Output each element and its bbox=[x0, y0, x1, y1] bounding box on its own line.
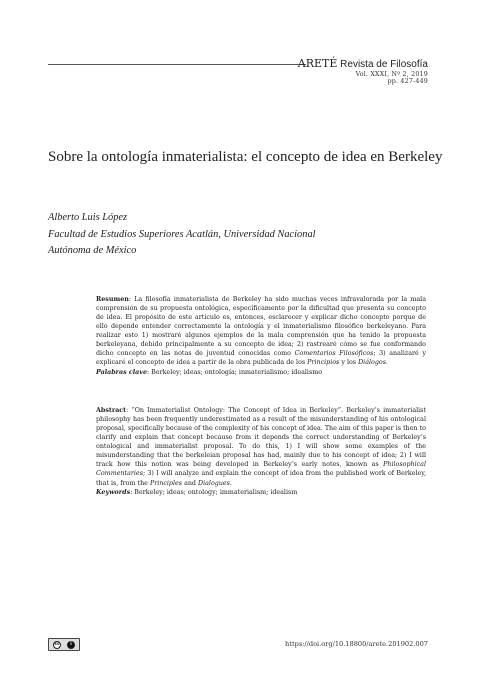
affiliation-line-1: Facultad de Estudios Superiores Acatlán, Universidad Nacional bbox=[48, 228, 316, 240]
journal-subtitle: Revista de Filosofía bbox=[337, 59, 428, 70]
author-name: Alberto Luis López bbox=[48, 212, 128, 223]
journal-name bbox=[298, 58, 428, 71]
cc-license-badge[interactable] bbox=[48, 638, 80, 651]
abstract-es-italic-1: Comentarios Filosóficos bbox=[294, 350, 374, 358]
article-title: Sobre la ontología inmaterialista: el concepto de idea en Berkeley bbox=[48, 149, 443, 165]
cc-icon: cc bbox=[54, 641, 60, 647]
abstract-spanish bbox=[96, 295, 426, 377]
keywords-es-label: Palabras clave bbox=[96, 368, 148, 376]
keywords-es-text: : Berkeley; ideas; ontología; inmaterialismo; idealismo bbox=[147, 368, 323, 376]
keywords-en-text: : Berkeley; ideas; ontology; immaterialism; idealism bbox=[130, 488, 298, 496]
abstract-es-text-2: ; 3) analizaré y explicaré el concepto de idea a partir de la obra publicada de los bbox=[96, 350, 426, 367]
abstract-en-text-3: and bbox=[182, 479, 199, 487]
abstract-en-italic-1: Philosophical Commentaries bbox=[96, 461, 426, 478]
journal-pages: pp. 427-449 bbox=[387, 77, 428, 85]
abstract-es-text-1: : La filosofía inmaterialista de Berkeley ha sido muchas veces infravalorada por la mala comprensión de su propuesta ontológica, específicamente por la dificultad que presenta su concepto de idea. El propósito de este artículo es, entonces, esclarecer y explicar dicho concepto porque de ello depende entender correctamente la ontología y el inmaterialismo filosófico berkeleyano. Para realizar esto 1) mostraré algunos ejemplos de la mala comprensión que ha tenido la propuesta berkeleyana, debido principalmente a su concepto de idea; 2) rastrearé cómo se fue conformando dicho concepto en las notas de juventud conocidas como bbox=[96, 296, 426, 358]
by-icon: i bbox=[67, 641, 75, 649]
abstract-es-italic-3: Diálogos bbox=[358, 359, 386, 367]
abstract-es-label: Resumen bbox=[96, 296, 129, 303]
keywords-en bbox=[96, 488, 426, 497]
abstract-en-italic-2: Principles bbox=[149, 479, 183, 487]
abstract-en-text-2: ; 3) I will analyze and explain the concept of idea from the published work of Berkeley, that is, from the bbox=[96, 470, 426, 487]
abstract-es-text-3: y los bbox=[339, 359, 359, 367]
keywords-es bbox=[96, 368, 426, 377]
header-rule bbox=[48, 64, 306, 65]
abstract-english bbox=[96, 406, 426, 497]
journal-header bbox=[298, 58, 428, 85]
abstract-en-text-1: : “On Immaterialist Ontology: The Concept of Idea in Berkeley”. Berkeley’s immaterialist philosophy has been frequently underestimated as a result of the misunderstanding of his ontological proposal, specifically because of the complexity of his concept of idea. The aim of this paper is then to clarify and explain that concept because from it depends the correct understanding of Berkeley’s ontological and immaterialist proposal. To do this, 1) I will show some examples of the misunderstanding that the berkeleian proposal has had, mainly due to his concept of idea; 2) I will track how this notion was being developed in Berkeley’s early notes, known as bbox=[96, 407, 426, 469]
journal-brand: ARETÉ bbox=[297, 57, 338, 70]
abstract-es-text-4: . bbox=[385, 359, 388, 367]
author-block bbox=[48, 210, 448, 260]
doi-link[interactable]: https://doi.org/10.18800/arete.201902.007 bbox=[285, 640, 428, 648]
abstract-es-italic-2: Principios bbox=[307, 359, 340, 367]
abstract-en-text-4: . bbox=[229, 479, 232, 487]
abstract-en-italic-3: Dialogues bbox=[198, 479, 230, 487]
keywords-en-label: Keywords bbox=[96, 488, 131, 496]
affiliation-line-2: Autónoma de México bbox=[48, 245, 137, 257]
journal-volume: Vol. XXXI, Nº 2, 2019 bbox=[355, 70, 428, 78]
abstract-en-label: Abstract bbox=[96, 407, 127, 414]
